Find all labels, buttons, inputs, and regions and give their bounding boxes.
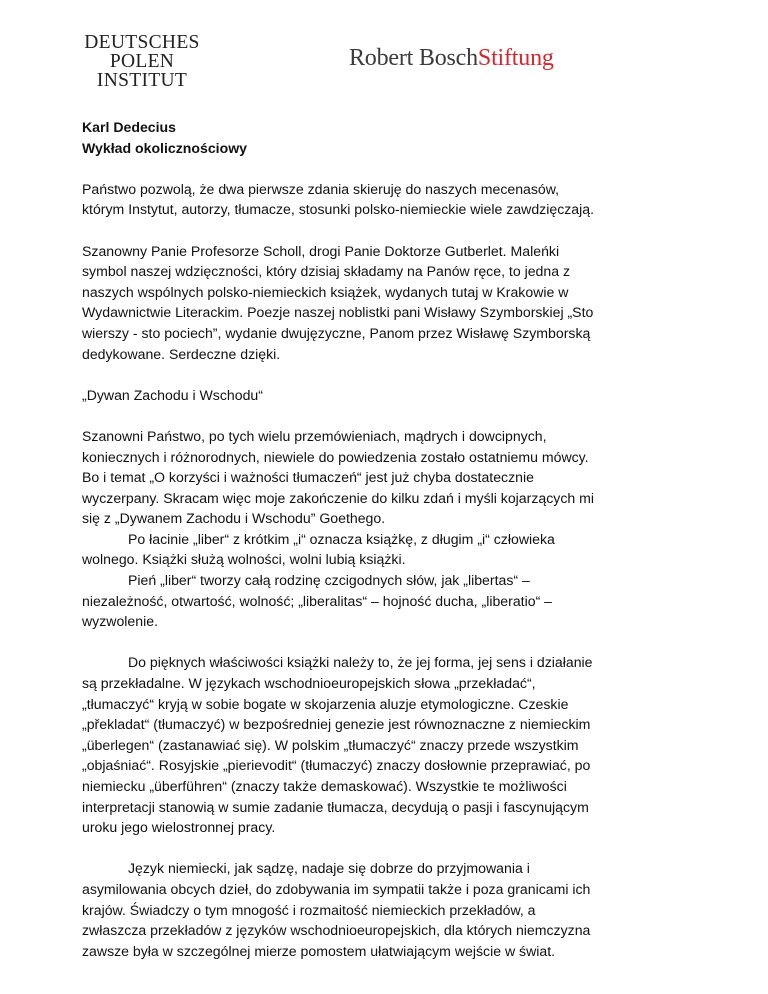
section-heading: „Dywan Zachodu i Wschodu“ (82, 386, 263, 403)
paragraph-4 (82, 529, 602, 570)
paragraph-3: Szanowni Państwo, po tych wielu przemówieniach, mądrych i dowcipnych, koniecznych i różnorodnych, niewiele do powiedzenia zostało ostatniemu mówcy. Bo i temat „O korzyści i ważności tłumaczeń“ jest już chyba dostatecznie wyczerpany. Skracam więc moje zakończenie do kilku zdań i myśli kojarzących mi się z „Dywanem Zachodu i Wschodu” Goethego. (82, 427, 594, 527)
paragraph-5 (82, 570, 602, 632)
robert-bosch-stiftung-logo (349, 45, 554, 72)
paragraph-6 (82, 652, 602, 837)
paragraph-4-text: Po łacinie „liber“ z krótkim „i“ oznacza książkę, z długim „i“ człowieka wolnego. Książki służą wolności, wolni lubią książki. (82, 530, 555, 568)
document-subtitle: Wykład okolicznościowy (82, 139, 247, 156)
deutsches-polen-institut-logo (82, 33, 202, 90)
paragraph-2: Szanowny Panie Profesorze Scholl, drogi Panie Doktorze Gutberlet. Maleńki symbol naszej wdzięczności, który dzisiaj składamy na Panów ręce, to jedna z naszych wspólnych polsko-niemieckich książek, wydanych tutaj w Krakowie w Wydawnictwie Literackim. Poezje naszej noblistki pani Wisławy Szymborskiej „Sto wierszy - sto pociech”, wydanie dwujęzyczne, Panom przez Wisławę Szymborską dedykowane. Serdeczne dzięki. (82, 242, 594, 362)
paragraph-7 (82, 858, 602, 961)
paragraph-1: Państwo pozwolą, że dwa pierwsze zdania skieruję do naszych mecenasów, którym Instytut, autorzy, tłumacze, stosunki polsko-niemieckie wiele zawdzięczają. (82, 180, 595, 218)
logo-dpi-line-3: INSTITUT (96, 70, 188, 91)
document-author: Karl Dedecius (82, 119, 176, 135)
paragraph-6-text: Do pięknych właściwości książki należy to, że jej forma, jej sens i działanie są przekładalne. W językach wschodnioeuropejskich słowa „przekładać“, „tłumaczyć“ kryją w sobie bogate w skojarzenia aluzje etymologiczne. Czeskie „překladat“ (tłumaczyć) w bezpośredniej genezie jest równoznaczne z niemieckim „überlegen“ (zastanawiać się). W polskim „tłumaczyć“ znaczy przede wszystkim „objaśniać“. Rosyjskie „pierievodit“ (tłumaczyć) znaczy dosłownie przeprawiać, po niemiecku „überführen“ (znaczy także demaskować). Wszystkie te możliwości interpretacji stanowią w sumie zadanie tłumacza, decydują o pasji i fascynującym uroku jego wielostronnej pracy. (82, 654, 593, 836)
logo-dpi-line-2: POLEN (109, 51, 175, 72)
document-body (82, 117, 602, 961)
logo-bosch-name: Robert Bosch (349, 45, 478, 71)
paragraph-5-text: Pień „liber“ tworzy całą rodzinę czcigodnych słów, jak „libertas“ – niezależność, otwartość, wolność; „liberalitas“ – hojność ducha, „liberatio“ – wyzwolenie. (82, 572, 553, 630)
logo-bosch-stiftung: Stiftung (477, 45, 554, 71)
logo-dpi-line-1: DEUTSCHES (84, 32, 200, 53)
paragraph-7-text: Język niemiecki, jak sądzę, nadaje się dobrze do przyjmowania i asymilowania obcych dzieł, do zdobywania im sympatii także i poza granicami ich krajów. Świadczy o tym mnogość i rozmaitość niemieckich przekładów, a zwłaszcza przekładów z języków wschodnioeuropejskich, dla których niemczyzna zawsze była w szczególnej mierze pomostem ułatwiającym wejście w świat. (82, 860, 591, 959)
